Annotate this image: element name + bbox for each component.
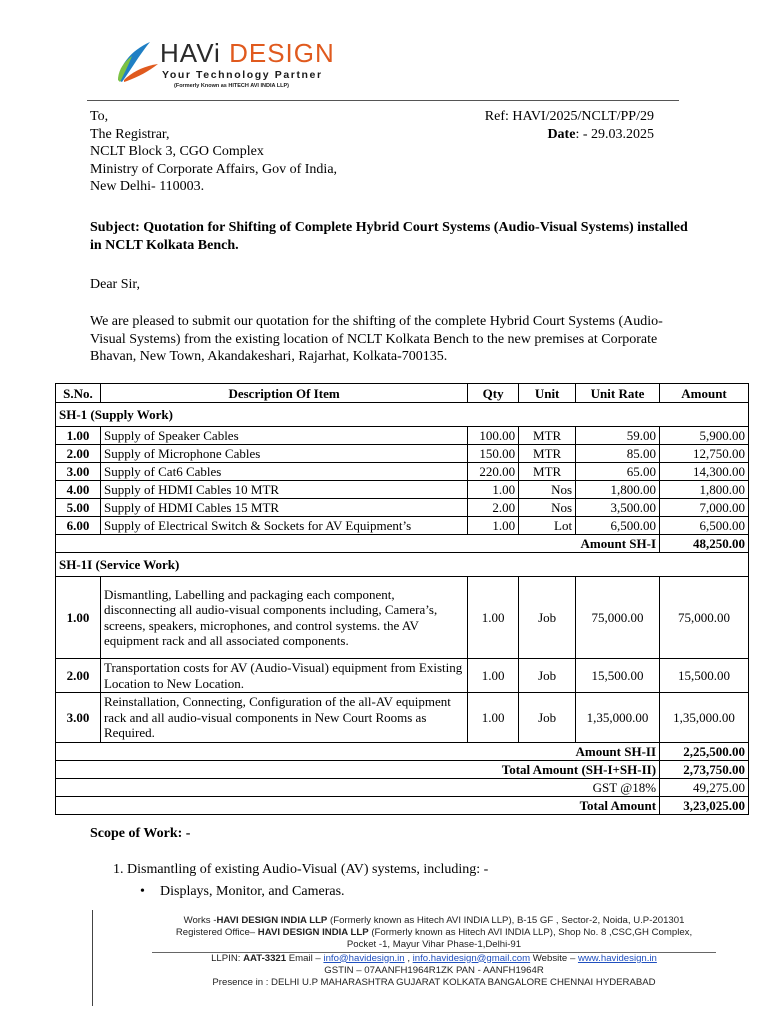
works-company: HAVI DESIGN INDIA LLP: [216, 915, 328, 926]
table-row: [56, 659, 749, 693]
footer-registered-line: [100, 927, 768, 939]
cell-amount: 7,000.00: [660, 499, 749, 517]
recipient-line: NCLT Block 3, CGO Complex: [90, 144, 264, 159]
cell-sno: 1.00: [56, 427, 101, 445]
grand-total-row: [56, 761, 749, 779]
recipient-line: Ministry of Corporate Affairs, Gov of India,: [90, 161, 338, 177]
cell-unit-rate: 1,35,000.00: [576, 693, 660, 743]
cell-qty: 150.00: [468, 445, 519, 463]
date-value: : - 29.03.2025: [575, 126, 654, 142]
cell-unit: Nos: [519, 499, 576, 517]
cell-unit-rate: 1,800.00: [576, 481, 660, 499]
cell-description: Supply of HDMI Cables 10 MTR: [100, 481, 467, 499]
subtotal-row: [56, 535, 749, 553]
works-address: (Formerly known as Hitech AVI INDIA LLP), B-15 GF , Sector-2, Noida, U.P-201301: [327, 915, 685, 926]
cell-unit: Job: [519, 577, 576, 659]
cell-amount: 1,35,000.00: [660, 693, 749, 743]
cell-qty: 1.00: [468, 577, 519, 659]
reg-company: HAVI DESIGN INDIA LLP: [257, 927, 369, 939]
table-row: [56, 693, 749, 743]
reference-block: [485, 108, 654, 143]
brand-design: DESIGN: [229, 38, 335, 68]
footer-registered-line-2: Pocket -1, Mayur Vihar Phase-1,Delhi-91: [346, 939, 522, 951]
cell-description: Supply of HDMI Cables 15 MTR: [100, 499, 467, 517]
gst-row: [56, 779, 749, 797]
cell-qty: 2.00: [468, 499, 519, 517]
header-description: Description Of Item: [100, 384, 467, 403]
table-row: [56, 445, 749, 463]
cell-sno: 4.00: [56, 481, 101, 499]
cell-unit-rate: 15,500.00: [576, 659, 660, 693]
table-row: [56, 499, 749, 517]
table-row: [56, 577, 749, 659]
footer-contact-line: [100, 953, 768, 965]
table-row: [56, 481, 749, 499]
email-label: Email –: [286, 952, 324, 964]
section-header-row: [56, 403, 749, 427]
header-unit-rate: Unit Rate: [576, 384, 660, 403]
cell-description: Transportation costs for AV (Audio-Visual) equipment from Existing Location to New Location.: [100, 659, 467, 693]
final-total-row: [56, 797, 749, 815]
reference-number: Ref: HAVI/2025/NCLT/PP/29: [484, 109, 654, 124]
email-link-primary[interactable]: info@havidesign.in: [323, 952, 405, 964]
cell-unit: MTR: [519, 463, 576, 481]
recipient-address: [90, 108, 337, 196]
works-prefix: Works -: [183, 915, 217, 926]
header-qty: Qty: [468, 384, 519, 403]
gst-label: GST @18%: [56, 779, 660, 797]
subject-line: Subject: Quotation for Shifting of Complete Hybrid Court Systems (Audio-Visual Systems) installed in NCLT Kolkata Bench.: [90, 220, 688, 253]
section-title: SH-1 (Supply Work): [56, 403, 749, 427]
cell-qty: 1.00: [468, 481, 519, 499]
subtotal-value: 2,25,500.00: [660, 743, 749, 761]
table-row: [56, 427, 749, 445]
cell-amount: 15,500.00: [660, 659, 749, 693]
cell-description: Supply of Cat6 Cables: [100, 463, 467, 481]
footer-gstin-line: GSTIN – 07AANFH1964R1ZK PAN - AANFH1964R: [324, 964, 544, 976]
table-header-row: [56, 384, 749, 403]
subtotal-label: Amount SH-I: [56, 535, 660, 553]
subtotal-row: [56, 743, 749, 761]
header-unit: Unit: [519, 384, 576, 403]
brand-name: [160, 38, 335, 69]
date-line: [485, 126, 654, 144]
table-row: [56, 517, 749, 535]
subtotal-value: 48,250.00: [660, 535, 749, 553]
website-label: Website –: [530, 952, 578, 964]
reg-prefix: Registered Office–: [175, 927, 258, 939]
subtotal-label: Amount SH-II: [56, 743, 660, 761]
grand-total-label: Total Amount (SH-I+SH-II): [56, 761, 660, 779]
email-separator: ,: [404, 952, 413, 964]
llpin-label: LLPIN:: [211, 952, 244, 964]
cell-unit-rate: 85.00: [576, 445, 660, 463]
cell-unit-rate: 3,500.00: [576, 499, 660, 517]
brand-formerly: (Formerly Known as HITECH AVI INDIA LLP): [174, 83, 289, 89]
section-title: SH-1I (Service Work): [56, 553, 749, 577]
reg-address: (Formerly known as Hitech AVI INDIA LLP), Shop No. 8 ,CSC,GH Complex,: [368, 927, 693, 939]
cell-unit: Lot: [519, 517, 576, 535]
cell-amount: 12,750.00: [660, 445, 749, 463]
cell-unit: Job: [519, 659, 576, 693]
cell-amount: 5,900.00: [660, 427, 749, 445]
intro-paragraph: We are pleased to submit our quotation for the shifting of the complete Hybrid Court Systems (Audio-Visual Systems) from the existing location of NCLT Kolkata Bench to the new premises at Corporate Bhavan, New Town, Akandakeshari, Rajarhat, Kolkata-700135.: [90, 314, 663, 364]
footer-vertical-rule: [92, 910, 93, 1006]
cell-sno: 5.00: [56, 499, 101, 517]
cell-qty: 1.00: [468, 693, 519, 743]
email-link-secondary[interactable]: info.havidesign@gmail.com: [412, 952, 531, 964]
header-amount: Amount: [660, 384, 749, 403]
cell-qty: 1.00: [468, 517, 519, 535]
header-divider: [87, 100, 679, 101]
footer-presence-line: Presence in : DELHI U.P MAHARASHTRA GUJARAT KOLKATA BANGALORE CHENNAI HYDERABAD: [212, 977, 656, 989]
footer: [100, 915, 768, 989]
llpin-value: AAT-3321: [243, 952, 287, 964]
cell-amount: 1,800.00: [660, 481, 749, 499]
cell-unit: Nos: [519, 481, 576, 499]
cell-description: Dismantling, Labelling and packaging each component, disconnecting all audio-visual components including, Camera’s, screens, speakers, microphones, and control systems. the AV equipment rack and all associated components.: [100, 577, 467, 659]
logo-leaf-icon: [112, 38, 160, 86]
cell-amount: 14,300.00: [660, 463, 749, 481]
website-link[interactable]: www.havidesign.in: [577, 952, 657, 964]
recipient-line: The Registrar,: [90, 126, 170, 142]
brand-havi: HAVi: [160, 38, 221, 68]
cell-description: Reinstallation, Connecting, Configuration of the all-AV equipment rack and all audio-visual components in New Court Rooms as Required.: [100, 693, 467, 743]
to-line: To,: [90, 109, 109, 124]
cell-amount: 75,000.00: [660, 577, 749, 659]
cell-amount: 6,500.00: [660, 517, 749, 535]
cell-sno: 2.00: [56, 445, 101, 463]
scope-sub-item: • Displays, Monitor, and Cameras.: [160, 884, 345, 900]
header-sno: S.No.: [56, 384, 101, 403]
date-label: Date: [547, 126, 576, 142]
final-total-label: Total Amount: [56, 797, 660, 815]
cell-description: Supply of Speaker Cables: [100, 427, 467, 445]
cell-unit-rate: 75,000.00: [576, 577, 660, 659]
cell-qty: 100.00: [468, 427, 519, 445]
cell-sno: 6.00: [56, 517, 101, 535]
scope-item: 1. Dismantling of existing Audio-Visual (AV) systems, including: -: [113, 862, 489, 877]
cell-sno: 2.00: [56, 659, 101, 693]
cell-description: Supply of Microphone Cables: [100, 445, 467, 463]
cell-unit-rate: 65.00: [576, 463, 660, 481]
scope-title: Scope of Work: -: [90, 826, 191, 841]
salutation: Dear Sir,: [90, 277, 140, 292]
company-logo: [112, 36, 362, 96]
cell-qty: 220.00: [468, 463, 519, 481]
cell-description: Supply of Electrical Switch & Sockets for AV Equipment’s: [100, 517, 467, 535]
quotation-table: [55, 383, 749, 815]
cell-unit-rate: 59.00: [576, 427, 660, 445]
final-total-value: 3,23,025.00: [660, 797, 749, 815]
table-row: [56, 463, 749, 481]
cell-sno: 3.00: [56, 693, 101, 743]
footer-works-line: [100, 915, 768, 927]
cell-sno: 1.00: [56, 577, 101, 659]
cell-unit-rate: 6,500.00: [576, 517, 660, 535]
recipient-line: New Delhi- 110003.: [90, 179, 205, 194]
grand-total-value: 2,73,750.00: [660, 761, 749, 779]
section-header-row: [56, 553, 749, 577]
cell-sno: 3.00: [56, 463, 101, 481]
cell-unit: MTR: [519, 445, 576, 463]
gst-value: 49,275.00: [660, 779, 749, 797]
cell-unit: MTR: [519, 427, 576, 445]
cell-qty: 1.00: [468, 659, 519, 693]
brand-tagline: Your Technology Partner: [162, 69, 323, 81]
cell-unit: Job: [519, 693, 576, 743]
